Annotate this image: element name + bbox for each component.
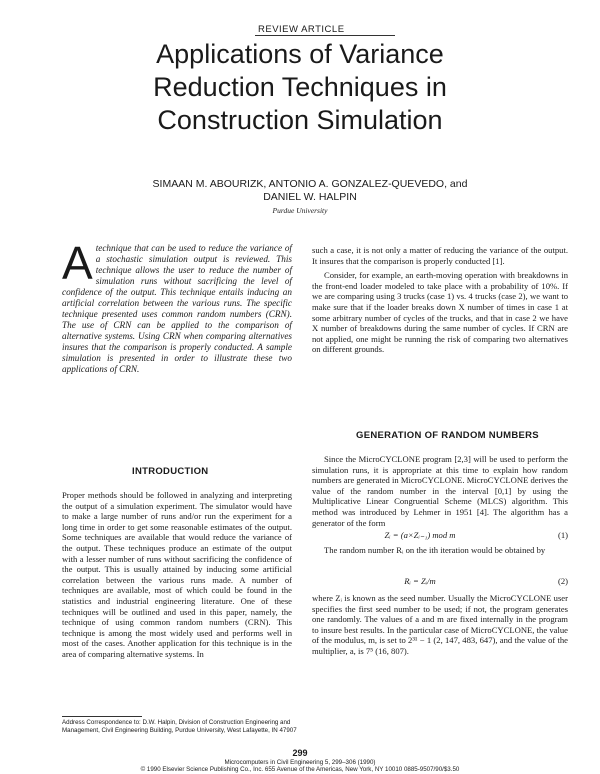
affiliation: Purdue University bbox=[272, 206, 328, 215]
paragraph: such a case, it is not only a matter of reducing the variance of the output. It insures that the comparison is properly conducted [1]. bbox=[312, 245, 568, 266]
paragraph: Proper methods should be followed in analyzing and interpreting the output of a simulation experiment. The simulator would have to make a large number of runs and/or run the experiment for a long time in order to get some reasonable estimates of the output. Some techniques are available that would reduce the variance of the output. These techniques produce an estimate of the output with a lesser number of runs without sacrificing the confidence of the output. This is usually attained by inducing some artificial correlation between the various runs made. A number of techniques are available, most of which could be found in the statistics and industrial engineering literature. One of these techniques will be outlined and used in this paper, namely, the technique of using common random numbers (CRN). This technique is among the most widely used and performs well in most of the cases. Another application for this technique is in the area of comparing alternative systems. In bbox=[62, 490, 292, 659]
author-list bbox=[110, 178, 510, 204]
generation-body-2 bbox=[312, 545, 568, 560]
equation-2 bbox=[320, 576, 568, 586]
generation-body-3 bbox=[312, 593, 568, 661]
equation-number: (1) bbox=[557, 530, 568, 540]
equation-expression: Zᵢ = (a×Zᵢ₋₁) mod m bbox=[384, 530, 456, 540]
paragraph: The random number Rᵢ on the ith iteration would be obtained by bbox=[324, 545, 546, 555]
section-heading-generation: GENERATION OF RANDOM NUMBERS bbox=[356, 430, 539, 441]
generation-body-1 bbox=[312, 454, 568, 532]
journal-line: Microcomputers in Civil Engineering 5, 299–306 (1990) bbox=[224, 759, 376, 766]
title-line: Reduction Techniques in bbox=[153, 72, 447, 102]
equation-number: (2) bbox=[557, 576, 568, 586]
right-column-top bbox=[312, 245, 568, 359]
abstract bbox=[62, 237, 292, 375]
introduction-body bbox=[62, 490, 292, 664]
author-line: DANIEL W. HALPIN bbox=[263, 191, 357, 203]
article-title bbox=[120, 38, 480, 137]
page-number: 299 bbox=[292, 748, 308, 758]
drop-cap: A bbox=[62, 237, 93, 289]
journal-line: © 1990 Elsevier Science Publishing Co., Inc. 655 Avenue of the Americas, New York, NY 10010 0885-9507/90/$3.50 bbox=[140, 766, 460, 773]
kicker-rule bbox=[255, 35, 395, 36]
title-line: Construction Simulation bbox=[157, 105, 443, 135]
paragraph: Consider, for example, an earth-moving operation with breakdowns in the front-end loader modeled to take place with a probability of 10%. If we are comparing using 3 trucks (case 1) vs. 4 trucks (case 2), we want to make sure that if the loader breaks down X number of times in case 1 at some arbitrary number of cycles of the trucks, and that in case 2 we have X number of breakdowns during the same number of cycles. If CRN are not applied, one might be running the risk of comparing two alternatives on different grounds. bbox=[312, 270, 568, 355]
paragraph: where Zᵢ is known as the seed number. Usually the MicroCYCLONE user specifies the first seed number to be used; if not, the program generates one randomly. The values of a and m are fixed internally in the program to insure best results. In the particular case of MicroCYCLONE, the value of the modulus, m, is set to 2³¹ − 1 (2, 147, 483, 647), and the value of the multiplier, a, is 7⁵ (16, 807). bbox=[312, 593, 568, 656]
author-line: SIMAAN M. ABOURIZK, ANTONIO A. GONZALEZ-QUEVEDO, and bbox=[152, 178, 468, 190]
equation-1 bbox=[320, 530, 568, 541]
journal-citation bbox=[120, 759, 480, 773]
equation-expression: Rᵢ = Zᵢ/m bbox=[404, 576, 436, 586]
footnote-rule bbox=[62, 716, 142, 717]
title-line: Applications of Variance bbox=[156, 39, 444, 69]
section-heading-introduction: INTRODUCTION bbox=[132, 466, 209, 477]
article-type-label: REVIEW ARTICLE bbox=[258, 24, 345, 35]
paragraph: Since the MicroCYCLONE program [2,3] will be used to perform the simulation runs, it is appropriate at this time to explain how random numbers are generated in MicroCYCLONE. MicroCYCLONE derives the value of the random number in the interval [0,1] by using the Multiplicative Linear Congruential Scheme (MLCS) algorithm. This method was introduced by Lehmer in 1951 [4]. The algorithm has a generator of the form bbox=[312, 454, 568, 528]
abstract-text: technique that can be used to reduce the variance of a stochastic simulation output is reviewed. This technique allows the user to reduce the number of simulation runs without sacrificing the level of confidence of the output. This technique entails inducing an artificial correlation between the various runs. The specific technique presented uses common random numbers (CRN). The use of CRN can be applied to the comparison of alternative systems. Using CRN when comparing alternatives insures that the comparison is properly conducted. A sample simulation is presented in order to illustrate these two applications of CRN. bbox=[62, 243, 292, 374]
correspondence-footnote: Address Correspondence to: D.W. Halpin, Division of Construction Engineering and Management, Civil Engineering Building, Purdue University, West Lafayette, IN 47907 bbox=[62, 719, 297, 734]
